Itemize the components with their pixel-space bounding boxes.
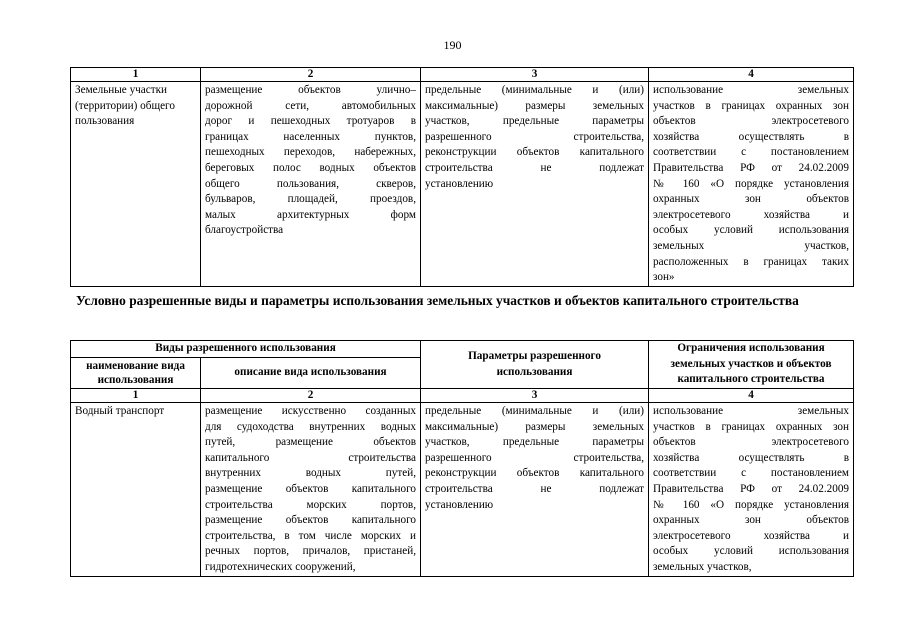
text-line: реконструкции объектов капитального	[425, 467, 645, 480]
text-line: благоустройства	[205, 224, 284, 237]
text-line: соответствии с постановлением	[653, 467, 850, 480]
text-line: Ограничения использования	[677, 342, 825, 355]
text-line: № 160 «О порядке установления	[653, 498, 850, 511]
text-line: участков, предельные параметры	[425, 115, 644, 128]
text-line: охранных зон объектов	[653, 514, 850, 527]
text-line: береговых полос водных объектов	[205, 161, 416, 174]
column-number: 1	[71, 389, 201, 403]
text-line: разрешенного строительства,	[425, 451, 645, 464]
use-type-name-header	[71, 358, 201, 389]
text-line: объектов электросетевого	[653, 115, 849, 128]
text-line: Параметры разрешенного	[468, 349, 601, 362]
text-line: охранных зон объектов	[653, 193, 849, 206]
restrictions-header	[649, 341, 854, 389]
use-type-name-cell	[71, 403, 201, 577]
use-restrictions-cell	[649, 82, 854, 287]
column-number: 1	[71, 68, 201, 82]
column-number: 4	[649, 389, 854, 403]
text-line: Водный транспорт	[75, 405, 165, 417]
text-line: пешеходных переходов, набережных,	[205, 146, 416, 159]
text-line: размещение объектов капитального	[205, 514, 417, 527]
text-line: размещение искусственно созданных	[205, 405, 417, 417]
text-line: использование земельных	[653, 84, 849, 96]
text-line: дорожной сети, автомобильных	[205, 99, 416, 112]
use-type-description-header: описание вида использования	[201, 358, 421, 389]
use-type-name-cell	[71, 82, 201, 287]
text-line: путей, размещение объектов	[205, 436, 417, 449]
use-types-group-header: Виды разрешенного использования	[71, 341, 421, 358]
text-line: Правительства РФ от 24.02.2009	[653, 161, 849, 174]
text-line: внутренних водных путей,	[205, 467, 417, 480]
text-line: участков в границах охранных зон	[653, 99, 849, 112]
column-number: 2	[201, 389, 421, 403]
text-line: соответствии с постановлением	[653, 146, 849, 159]
text-line: электросетевого хозяйства и	[653, 208, 849, 221]
text-line: № 160 «О порядке установления	[653, 177, 849, 190]
column-number: 2	[201, 68, 421, 82]
use-restrictions-cell	[649, 403, 854, 577]
column-number-row	[71, 389, 854, 403]
section-heading: Условно разрешенные виды и параметры использования земельных участков и объектов капитального строительства	[76, 293, 799, 308]
text-line: максимальные) размеры земельных	[425, 99, 644, 112]
text-line: пользования	[75, 115, 135, 128]
text-line: наименование вида	[86, 360, 185, 372]
text-line: земельных участков,	[653, 239, 849, 252]
parameters-header	[421, 341, 649, 389]
column-number: 4	[649, 68, 854, 82]
text-line: размещение объектов капитального	[205, 482, 417, 495]
text-line: расположенных в границах таких	[653, 255, 849, 268]
text-line: речных портов, причалов, пристаней,	[205, 545, 417, 558]
text-line: (территории) общего	[75, 99, 175, 112]
text-line: размещение объектов улично–	[205, 84, 416, 96]
text-line: участков, предельные параметры	[425, 436, 645, 449]
text-line: гидротехнических сооружений,	[205, 560, 356, 573]
text-line: установлению	[425, 498, 494, 511]
text-line: земельных участков и объектов	[670, 357, 832, 370]
text-line: малых архитектурных форм	[205, 208, 416, 221]
text-line: зон»	[653, 271, 675, 284]
column-number: 3	[421, 389, 649, 403]
text-line: строительства не подлежат	[425, 161, 644, 174]
column-number-row	[71, 68, 854, 82]
text-line: электросетевого хозяйства и	[653, 529, 850, 542]
text-line: реконструкции объектов капитального	[425, 146, 644, 159]
text-line: дорог и пешеходных тротуаров в	[205, 115, 416, 128]
text-line: особых условий использования	[653, 224, 849, 237]
table-row	[71, 403, 854, 577]
text-line: использование земельных	[653, 405, 850, 417]
text-line: особых условий использования	[653, 545, 850, 558]
text-line: использования	[496, 365, 573, 378]
text-line: строительства не подлежат	[425, 482, 645, 495]
table-row	[71, 82, 854, 287]
page-number: 190	[443, 38, 462, 52]
header-row	[71, 341, 854, 358]
text-line: общего пользования, скверов,	[205, 177, 416, 190]
text-line: объектов электросетевого	[653, 436, 850, 449]
text-line: использования	[97, 374, 174, 386]
text-line: для судоходства внутренних водных	[205, 420, 417, 433]
text-line: хозяйства осуществлять в	[653, 451, 850, 464]
land-use-table-continued	[70, 67, 854, 287]
text-line: Земельные участки	[75, 84, 168, 96]
use-parameters-cell	[421, 403, 649, 577]
text-line: строительства, в том числе морских и	[205, 529, 417, 542]
text-line: земельных участков,	[653, 560, 752, 573]
text-line: предельные (минимальные и (или)	[425, 405, 645, 417]
text-line: установлению	[425, 177, 494, 190]
conditional-land-use-table	[70, 340, 854, 577]
text-line: Правительства РФ от 24.02.2009	[653, 482, 850, 495]
text-line: хозяйства осуществлять в	[653, 130, 849, 143]
text-line: капитального строительства	[205, 451, 417, 464]
text-line: бульваров, площадей, проездов,	[205, 193, 416, 206]
text-line: капитального строительства	[677, 373, 825, 386]
use-type-description-cell	[201, 82, 421, 287]
text-line: границах населенных пунктов,	[205, 130, 416, 143]
text-line: максимальные) размеры земельных	[425, 420, 645, 433]
text-line: предельные (минимальные и (или)	[425, 84, 644, 96]
text-line: разрешенного строительства,	[425, 130, 644, 143]
use-parameters-cell	[421, 82, 649, 287]
text-line: участков в границах охранных зон	[653, 420, 850, 433]
column-number: 3	[421, 68, 649, 82]
text-line: строительства морских портов,	[205, 498, 417, 511]
use-type-description-cell	[201, 403, 421, 577]
